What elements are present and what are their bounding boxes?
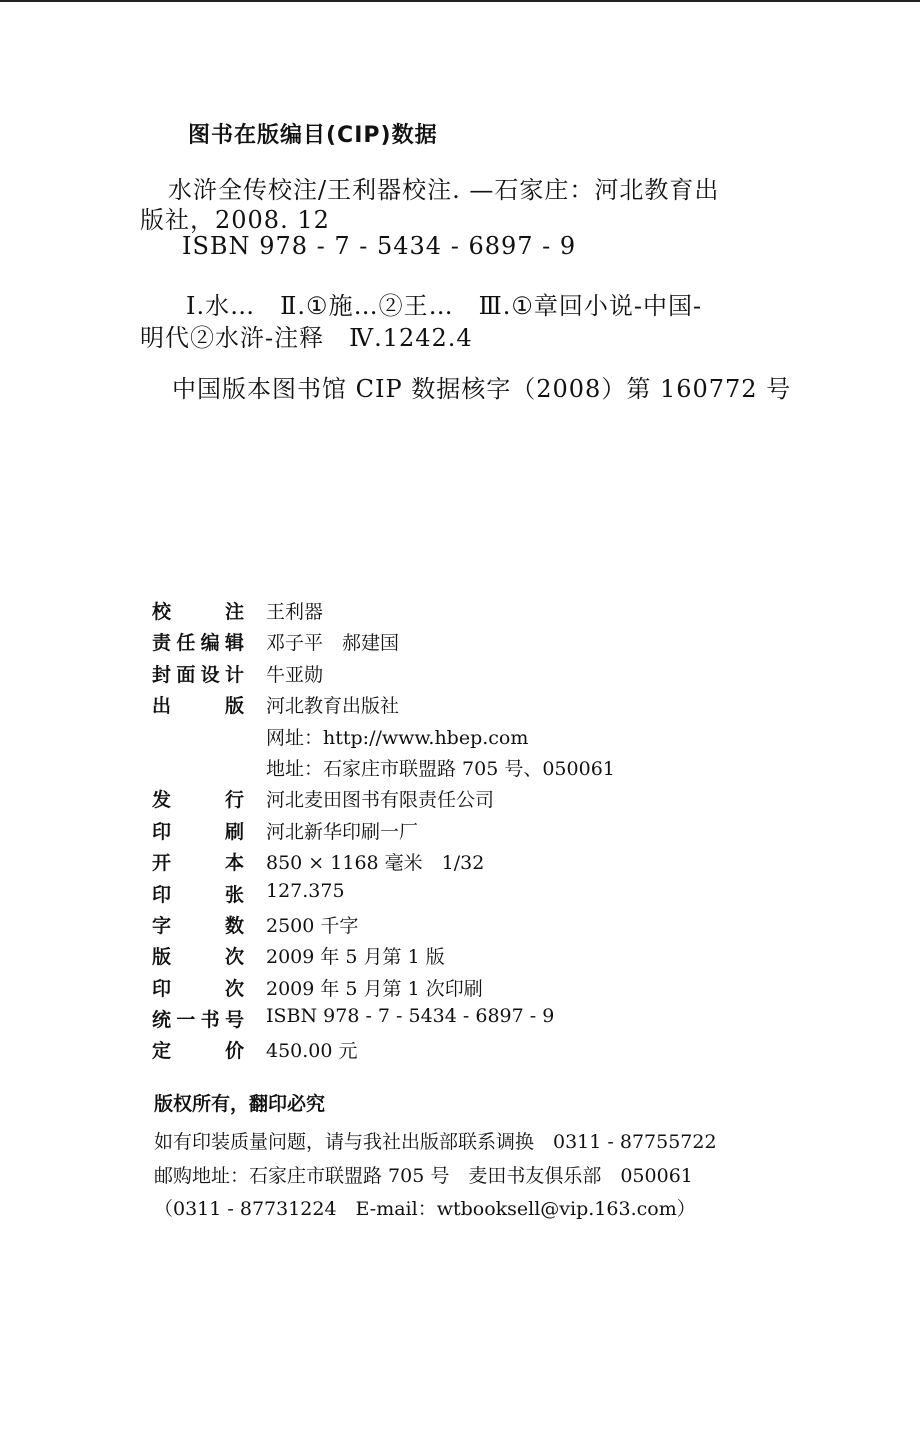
quality-contact: 如有印装质量问题，请与我社出版部联系调换 0311 - 87755722 (154, 1131, 717, 1153)
imprint-value: 河北新华印刷一厂 (266, 820, 419, 843)
imprint-label-char: 注 (224, 601, 244, 623)
imprint-label-char: 行 (224, 789, 244, 812)
imprint-value: 河北麦田图书有限责任公司 (266, 789, 495, 812)
imprint-label-char: 设 (200, 663, 220, 686)
imprint-label-char: 次 (224, 977, 244, 1000)
imprint-label (152, 974, 244, 1001)
imprint-label-char: 张 (224, 883, 244, 906)
imprint-label (152, 597, 244, 624)
imprint-label-char: 辑 (224, 632, 244, 655)
imprint-value: 网址：http://www.hbep.com (266, 726, 529, 749)
imprint-label (152, 911, 244, 938)
imprint-label-char: 一 (176, 1009, 196, 1032)
imprint-label-char: 发 (152, 789, 172, 812)
imprint-value: ISBN 978 - 7 - 5434 - 6897 - 9 (266, 1005, 555, 1028)
cip-isbn: ISBN 978 - 7 - 5434 - 6897 - 9 (182, 232, 577, 260)
imprint-label-char: 刷 (224, 820, 244, 843)
imprint-label (152, 848, 244, 875)
imprint-label-char: 任 (176, 632, 196, 655)
imprint-label-char: 书 (200, 1009, 220, 1032)
contact-email: （0311 - 87731224 E-mail：wtbooksell@vip.163.com） (154, 1198, 696, 1220)
imprint-label-char: 价 (224, 1040, 244, 1063)
cip-publisher-line: 版社，2008. 12 (140, 206, 330, 234)
imprint-value: 850 × 1168 毫米 1/32 (266, 852, 485, 875)
imprint-label-char: 统 (152, 1009, 172, 1032)
imprint-value: 127.375 (266, 879, 345, 902)
imprint-value: 2009 年 5 月第 1 次印刷 (266, 977, 483, 1000)
imprint-value: 地址：石家庄市联盟路 705 号、050061 (266, 757, 615, 780)
imprint-value: 王利器 (266, 601, 324, 623)
imprint-value: 牛亚勋 (266, 663, 324, 686)
imprint-label-char: 版 (152, 946, 172, 969)
imprint-label (152, 880, 244, 907)
imprint-label-char: 开 (152, 852, 172, 875)
cip-title-line: 水浒全传校注/王利器校注. —石家庄：河北教育出 (168, 176, 720, 204)
imprint-label-char: 字 (152, 914, 172, 937)
imprint-label (152, 785, 244, 812)
imprint-value: 河北教育出版社 (266, 695, 400, 718)
imprint-label-char: 校 (152, 601, 172, 623)
imprint-label-char: 印 (152, 977, 172, 1000)
imprint-label-char: 版 (224, 695, 244, 718)
imprint-label-char: 本 (224, 852, 244, 875)
imprint-value: 邓子平 郝建国 (266, 632, 400, 655)
imprint-label (152, 1036, 244, 1063)
imprint-label (152, 817, 244, 844)
imprint-label (152, 660, 244, 687)
imprint-label-char: 面 (176, 663, 196, 686)
imprint-value: 450.00 元 (266, 1040, 358, 1063)
imprint-label (152, 628, 244, 655)
imprint-label (152, 942, 244, 969)
cip-heading: 图书在版编目(CIP)数据 (188, 123, 438, 148)
imprint-value: 2500 千字 (266, 914, 359, 937)
imprint-label (152, 691, 244, 718)
copyright-heading: 版权所有，翻印必究 (154, 1093, 326, 1115)
imprint-label-char: 计 (224, 663, 244, 686)
imprint-label-char: 出 (152, 695, 172, 718)
imprint-label-char: 定 (152, 1040, 172, 1063)
imprint-value: 2009 年 5 月第 1 版 (266, 946, 445, 969)
cip-record-number: 中国版本图书馆 CIP 数据核字（2008）第 160772 号 (172, 375, 792, 403)
mail-order-address: 邮购地址：石家庄市联盟路 705 号 麦田书友俱乐部 050061 (154, 1165, 693, 1187)
imprint-label-char: 责 (152, 632, 172, 655)
imprint-label-char: 号 (224, 1009, 244, 1032)
top-rule (0, 0, 920, 2)
imprint-label-char: 编 (200, 632, 220, 655)
imprint-label-char: 封 (152, 663, 172, 686)
imprint-label-char: 数 (224, 914, 244, 937)
imprint-label-char: 次 (224, 946, 244, 969)
cip-subjects-cont: 明代②水浒-注释 Ⅳ.1242.4 (140, 324, 473, 352)
imprint-label (152, 1005, 244, 1032)
imprint-label-char: 印 (152, 883, 172, 906)
cip-subjects: Ⅰ.水… Ⅱ.①施…②王… Ⅲ.①章回小说-中国- (186, 292, 703, 320)
imprint-label-char: 印 (152, 820, 172, 843)
